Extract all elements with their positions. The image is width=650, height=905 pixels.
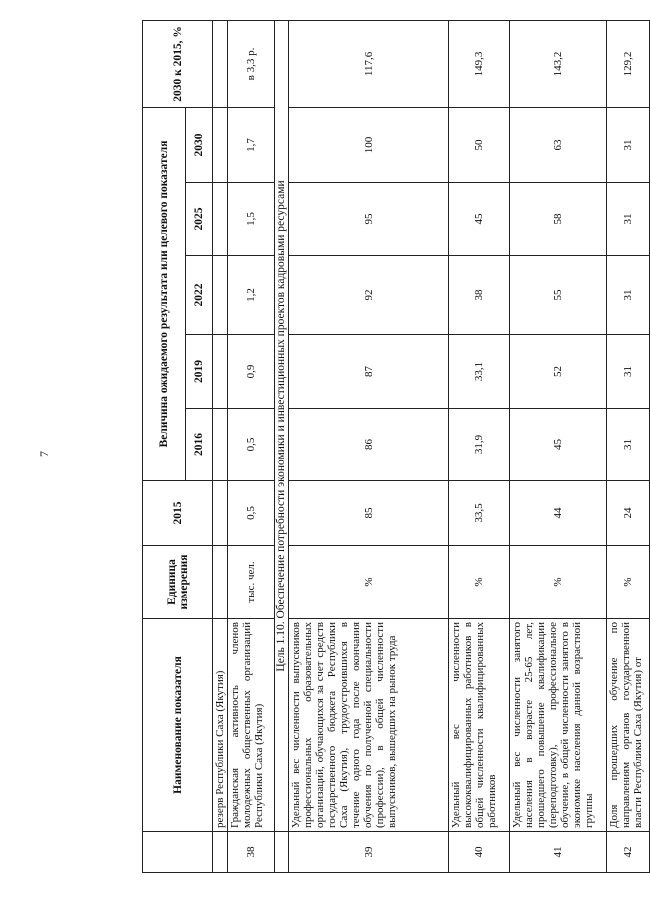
table-row: [449, 20, 510, 872]
table-row: [607, 20, 650, 872]
header-num: [143, 832, 213, 873]
value-2019: 31: [607, 335, 650, 409]
value-2030: 100: [289, 107, 449, 182]
header-ratio: 2030 к 2015, %: [143, 20, 213, 107]
header-year-2025: 2025: [186, 183, 213, 256]
table-row-continuation: [213, 20, 228, 872]
value-2022: 1,2: [228, 256, 275, 335]
indicator-name: Удельный вес численности выпускников профессиональных образовательных организаций, обучающихся за счет средств государственного бюджета Республики Саха (Якутия), трудоустроившихся в течение одного года после окончания обучения по полученной специальности (профессии), в общей численности выпускников, вышедших на рынок труда: [289, 619, 449, 832]
value-2019: 33,1: [449, 335, 510, 409]
indicator-name: Удельный вес численности занятого населения в возрасте 25-65 лет, прошедшего повышение квалификации (переподготовку), профессиональное обучение, в общей численности занятого в экономике населения данной возрастной группы: [510, 619, 607, 832]
value-2025: 1,5: [228, 183, 275, 256]
value-2022: 31: [607, 256, 650, 335]
value-2016: 0,5: [228, 409, 275, 481]
header-group: Величина ожидаемого результата или целевого показателя: [143, 107, 186, 480]
indicators-table: [142, 20, 650, 873]
ratio-value: 129,2: [607, 20, 650, 107]
goal-heading: Цель 1.10. Обеспечение потребности экономики и инвестиционных проектов кадровыми ресурсами: [275, 20, 289, 831]
unit: %: [607, 546, 650, 619]
page-number: 7: [37, 451, 51, 457]
value-2015: 44: [510, 481, 607, 546]
value-2025: 95: [289, 183, 449, 256]
header-name: Наименование показателя: [143, 619, 213, 832]
indicator-name: Гражданская активность членов молодежных общественных организаций Республики Саха (Якутия): [228, 619, 275, 832]
row-number: 39: [289, 832, 449, 873]
cell-num: [213, 832, 228, 873]
header-unit: Единица измерения: [143, 546, 213, 619]
value-2025: 58: [510, 183, 607, 256]
value-2030: 63: [510, 107, 607, 182]
rotated-table-wrapper: [142, 26, 644, 873]
value-2019: 52: [510, 335, 607, 409]
unit: %: [510, 546, 607, 619]
value-2025: 31: [607, 183, 650, 256]
header-year-2019: 2019: [186, 335, 213, 409]
row-number: 41: [510, 832, 607, 873]
value-2022: 92: [289, 256, 449, 335]
row-number: 40: [449, 832, 510, 873]
ratio-value: 117,6: [289, 20, 449, 107]
value-2030: 1,7: [228, 107, 275, 182]
goal-num-cell: [275, 832, 289, 873]
value-2016: 31: [607, 409, 650, 481]
value-2016: 45: [510, 409, 607, 481]
ratio-value: 143,2: [510, 20, 607, 107]
value-2015: 85: [289, 481, 449, 546]
table-row: [228, 20, 275, 872]
row-number: 38: [228, 832, 275, 873]
ratio-value: 149,3: [449, 20, 510, 107]
table-row: [510, 20, 607, 872]
value-2022: 55: [510, 256, 607, 335]
value-2016: 86: [289, 409, 449, 481]
value-2022: 38: [449, 256, 510, 335]
value-2015: 0,5: [228, 481, 275, 546]
unit: тыс. чел.: [228, 546, 275, 619]
value-2030: 31: [607, 107, 650, 182]
indicator-name: Удельный вес численности высококвалифицированных работников в общей численности квалифицированных работников: [449, 619, 510, 832]
unit: %: [289, 546, 449, 619]
value-2019: 0,9: [228, 335, 275, 409]
continuation-text: резерв Республики Саха (Якутия): [213, 619, 228, 832]
header-year-2016: 2016: [186, 409, 213, 481]
header-year-2022: 2022: [186, 256, 213, 335]
header-2015: 2015: [143, 481, 213, 546]
value-2030: 50: [449, 107, 510, 182]
value-2025: 45: [449, 183, 510, 256]
indicator-name: Доля прошедших обучение по направлениям органов государственной власти Республики Саха (Якутия) от: [607, 619, 650, 832]
table-row: [289, 20, 449, 872]
header-row-1: [143, 20, 186, 872]
ratio-value: в 3,3 р.: [228, 20, 275, 107]
row-number: 42: [607, 832, 650, 873]
value-2015: 24: [607, 481, 650, 546]
value-2016: 31,9: [449, 409, 510, 481]
value-2019: 87: [289, 335, 449, 409]
header-year-2030: 2030: [186, 107, 213, 182]
value-2015: 33,5: [449, 481, 510, 546]
goal-row: [275, 20, 289, 872]
unit: %: [449, 546, 510, 619]
